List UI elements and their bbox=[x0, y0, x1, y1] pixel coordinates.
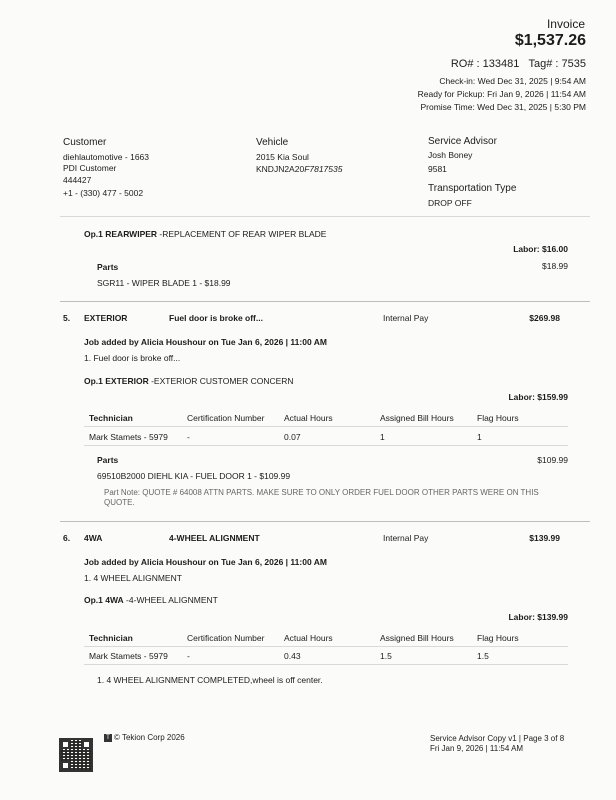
pay-type: Internal Pay bbox=[383, 533, 429, 543]
table-header-technician: Technician bbox=[89, 633, 133, 643]
table-cell-assigned-bill-hours: 1 bbox=[380, 432, 385, 442]
vehicle-heading: Vehicle bbox=[256, 137, 289, 148]
job-amount: $269.98 bbox=[529, 313, 560, 323]
qr-code bbox=[59, 738, 93, 772]
table-header-assigned-bill-hours: Assigned Bill Hours bbox=[380, 413, 454, 423]
correction-note: 1. 4 WHEEL ALIGNMENT COMPLETED,wheel is off center. bbox=[97, 675, 323, 685]
table-header-technician: Technician bbox=[89, 413, 133, 423]
op-desc: -EXTERIOR CUSTOMER CONCERN bbox=[148, 376, 294, 386]
op-label: Op.1 EXTERIOR bbox=[84, 376, 149, 386]
part-line: SGR11 - WIPER BLADE 1 - $18.99 bbox=[97, 278, 231, 288]
table-header-actual-hours: Actual Hours bbox=[284, 413, 333, 423]
op-label: Op.1 4WA bbox=[84, 595, 124, 605]
customer-id: 444427 bbox=[63, 175, 92, 185]
job-added-by: Job added by Alicia Houshour on Tue Jan 6, 2026 | 11:00 AM bbox=[84, 337, 327, 347]
table-cell-technician: Mark Stamets - 5979 bbox=[89, 432, 168, 442]
table-header-flag-hours: Flag Hours bbox=[477, 633, 519, 643]
part-note: Part Note: QUOTE # 64008 ATTN PARTS. MAKE SURE TO ONLY ORDER FUEL DOOR OTHER PARTS WERE ON THIS bbox=[104, 488, 539, 497]
job-code: 4WA bbox=[84, 533, 103, 543]
op-label: Op.1 REARWIPER bbox=[84, 229, 158, 239]
ro-tag bbox=[451, 58, 586, 70]
promise-time: Promise Time: Wed Dec 31, 2025 | 5:30 PM bbox=[420, 102, 586, 112]
customer-phone: +1 - (330) 477 - 5002 bbox=[63, 188, 144, 198]
tekion-logo-icon: T bbox=[104, 734, 112, 742]
vehicle-vin bbox=[256, 164, 342, 174]
part-note-continued: QUOTE. bbox=[104, 498, 135, 507]
labor-amount: Labor: $159.99 bbox=[508, 392, 568, 402]
qr-finder bbox=[82, 740, 91, 749]
parts-total: $18.99 bbox=[542, 261, 568, 271]
table-header-certification: Certification Number bbox=[187, 413, 265, 423]
job-amount: $139.99 bbox=[529, 533, 560, 543]
ro-number: RO# : 133481 bbox=[450, 58, 520, 70]
customer-type: PDI Customer bbox=[63, 163, 117, 173]
job-added-by: Job added by Alicia Houshour on Tue Jan 6, 2026 | 11:00 AM bbox=[84, 557, 327, 567]
op-exterior bbox=[84, 376, 294, 386]
table-divider bbox=[84, 664, 568, 665]
table-header-flag-hours: Flag Hours bbox=[477, 413, 519, 423]
job-concern: 1. Fuel door is broke off... bbox=[84, 353, 181, 363]
job-code: EXTERIOR bbox=[84, 313, 128, 323]
check-in: Check-in: Wed Dec 31, 2025 | 9:54 AM bbox=[439, 76, 586, 86]
op-desc: -REPLACEMENT OF REAR WIPER BLADE bbox=[157, 229, 327, 239]
table-divider bbox=[84, 646, 568, 647]
op-4wa bbox=[84, 595, 218, 605]
qr-finder bbox=[61, 740, 70, 749]
advisor-name: Josh Boney bbox=[428, 150, 473, 160]
vin-prefix: KNDJN2A20 bbox=[256, 164, 305, 174]
printed-date: Fri Jan 9, 2026 | 11:54 AM bbox=[430, 744, 524, 753]
transport-value: DROP OFF bbox=[428, 198, 472, 208]
ready-for-pickup: Ready for Pickup: Fri Jan 9, 2026 | 11:54 AM bbox=[417, 89, 586, 99]
copyright bbox=[104, 733, 185, 742]
qr-finder bbox=[61, 761, 70, 770]
labor-amount: Labor: $16.00 bbox=[513, 244, 568, 254]
parts-total: $109.99 bbox=[537, 455, 568, 465]
table-header-assigned-bill-hours: Assigned Bill Hours bbox=[380, 633, 454, 643]
transport-heading: Transportation Type bbox=[428, 183, 517, 194]
table-divider bbox=[84, 426, 568, 427]
divider bbox=[60, 301, 590, 302]
advisor-number: 9581 bbox=[428, 164, 447, 174]
job-description: 4-WHEEL ALIGNMENT bbox=[169, 533, 260, 543]
job-concern: 1. 4 WHEEL ALIGNMENT bbox=[84, 573, 182, 583]
table-cell-flag-hours: 1.5 bbox=[477, 651, 489, 661]
copyright-text: © Tekion Corp 2026 bbox=[114, 733, 185, 742]
table-cell-flag-hours: 1 bbox=[477, 432, 482, 442]
copy-info: Service Advisor Copy v1 | Page 3 of 8 bbox=[430, 734, 565, 743]
vin-suffix: F7817535 bbox=[304, 164, 343, 174]
table-cell-actual-hours: 0.43 bbox=[284, 651, 301, 661]
parts-heading: Parts bbox=[97, 262, 119, 272]
customer-heading: Customer bbox=[63, 137, 107, 148]
table-cell-certification: - bbox=[187, 432, 190, 442]
tag-number: Tag# : 7535 bbox=[528, 58, 586, 70]
part-line: 69510B2000 DIEHL KIA - FUEL DOOR 1 - $109.99 bbox=[97, 471, 291, 481]
divider bbox=[60, 521, 590, 522]
advisor-heading: Service Advisor bbox=[428, 136, 497, 147]
invoice-title: Invoice bbox=[546, 17, 585, 31]
table-header-certification: Certification Number bbox=[187, 633, 265, 643]
parts-heading: Parts bbox=[97, 455, 119, 465]
divider bbox=[60, 216, 590, 217]
job-number: 5. bbox=[63, 313, 71, 323]
table-cell-certification: - bbox=[187, 651, 190, 661]
table-divider bbox=[84, 445, 568, 446]
customer-name: diehlautomotive - 1663 bbox=[63, 152, 150, 162]
op-desc: -4-WHEEL ALIGNMENT bbox=[123, 595, 218, 605]
job-number: 6. bbox=[63, 533, 71, 543]
invoice-total: $1,537.26 bbox=[514, 32, 586, 49]
pay-type: Internal Pay bbox=[383, 313, 429, 323]
table-cell-technician: Mark Stamets - 5979 bbox=[89, 651, 168, 661]
table-header-actual-hours: Actual Hours bbox=[284, 633, 333, 643]
labor-amount: Labor: $139.99 bbox=[508, 612, 568, 622]
op-rearwiper bbox=[84, 229, 326, 239]
job-description: Fuel door is broke off... bbox=[169, 313, 263, 323]
table-cell-actual-hours: 0.07 bbox=[284, 432, 301, 442]
table-cell-assigned-bill-hours: 1.5 bbox=[380, 651, 392, 661]
vehicle-model: 2015 Kia Soul bbox=[256, 152, 309, 162]
